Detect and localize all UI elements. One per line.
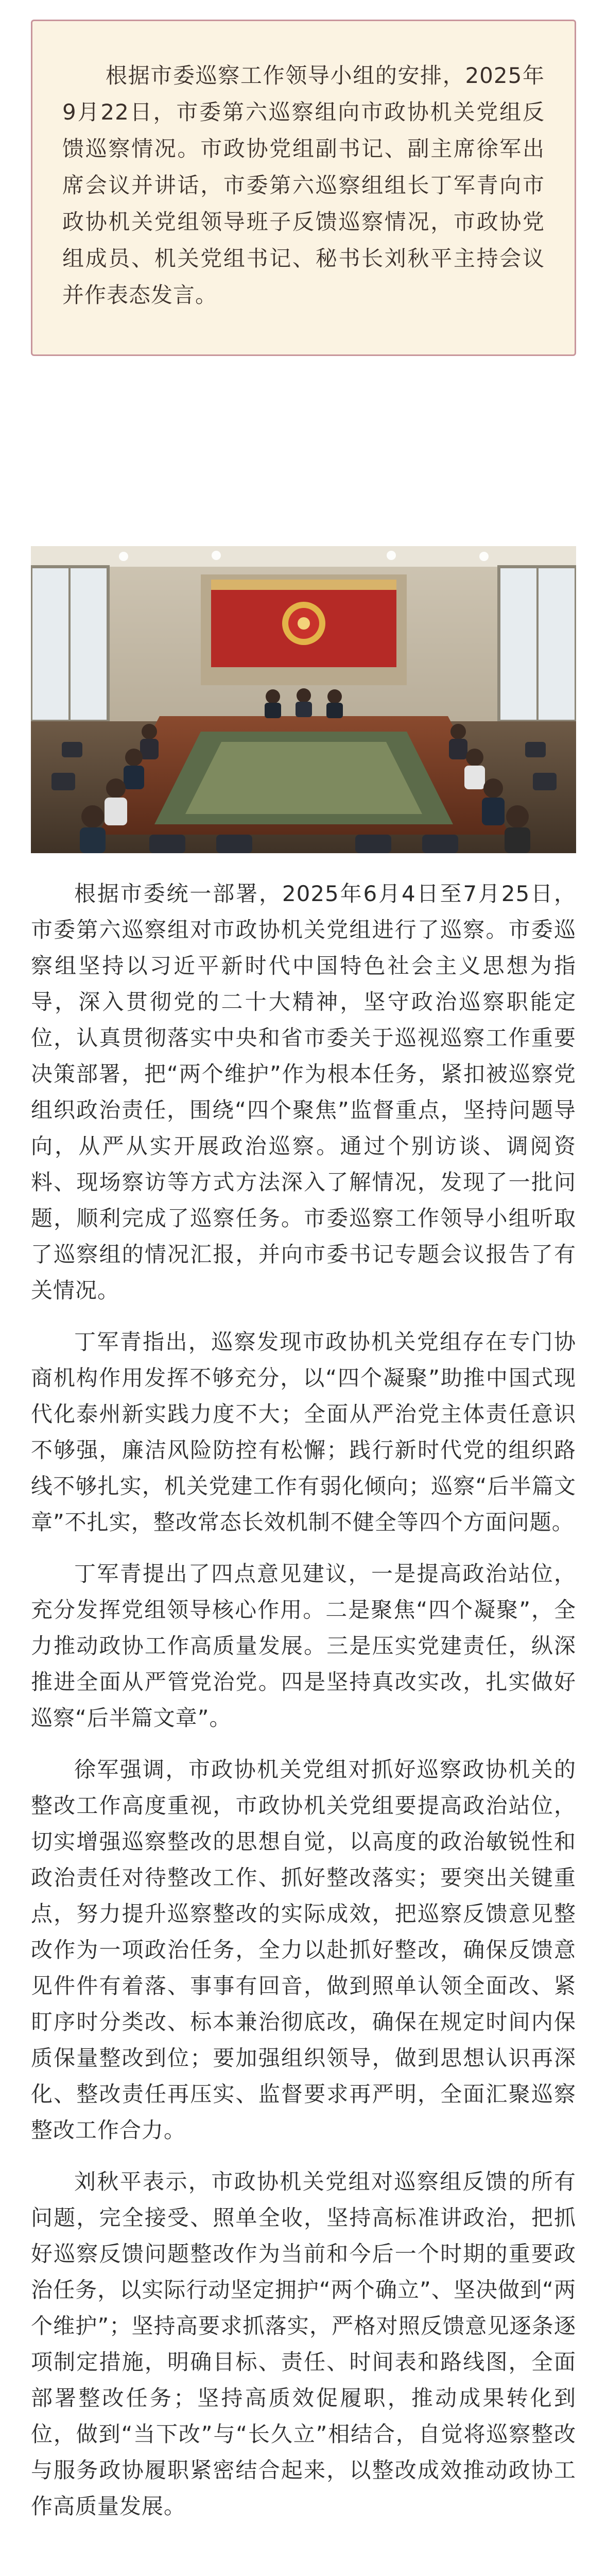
meeting-photo-illustration xyxy=(31,546,576,853)
intro-summary-box xyxy=(31,20,576,356)
body-paragraph-3: 丁军青提出了四点意见建议，一是提高政治站位，充分发挥党组领导核心作用。二是聚焦“四个凝聚”，全力推动政协工作高质量发展。三是压实党建责任，纵深推进全面从严管党治党。四是坚持真改实改，扎实做好巡察“后半篇文章”。 xyxy=(31,1561,576,1731)
body-paragraph-1: 根据市委统一部署，2025年6月4日至7月25日，市委第六巡察组对市政协机关党组进行了巡察。市委巡察组坚持以习近平新时代中国特色社会主义思想为指导，深入贯彻党的二十大精神，坚守政治巡察职能定位，认真贯彻落实中央和省市委关于巡视巡察工作重要决策部署，把“两个维护”作为根本任务，紧扣被巡察党组织政治责任，围绕“四个聚焦”监督重点，坚持问题导向，从严从实开展政治巡察。通过个别访谈、调阅资料、现场察访等方式方法深入了解情况，发现了一批问题，顺利完成了巡察任务。市委巡察工作领导小组听取了巡察组的情况汇报，并向市委书记专题会议报告了有关情况。 xyxy=(31,881,576,1303)
meeting-photo xyxy=(31,546,576,853)
article-body xyxy=(31,876,576,2540)
body-paragraph-2: 丁军青指出，巡察发现市政协机关党组存在专门协商机构作用发挥不够充分，以“四个凝聚”助推中国式现代化泰州新实践力度不大；全面从严治党主体责任意识不够强，廉洁风险防控有松懈；践行新时代党的组织路线不够扎实，机关党建工作有弱化倾向；巡察“后半篇文章”不扎实，整改常态长效机制不健全等四个方面问题。 xyxy=(31,1329,576,1535)
intro-summary-text: 根据市委巡察工作领导小组的安排，2025年9月22日，市委第六巡察组向市政协机关党组反馈巡察情况。市政协党组副书记、副主席徐军出席会议并讲话，市委第六巡察组组长丁军青向市政协机关党组领导班子反馈巡察情况，市政协党组成员、机关党组书记、秘书长刘秋平主持会议并作表态发言。 xyxy=(62,63,545,308)
body-paragraph-4: 徐军强调，市政协机关党组对抓好巡察政协机关的整改工作高度重视，市政协机关党组要提高政治站位，切实增强巡察整改的思想自觉，以高度的政治敏锐性和政治责任对待整改工作、抓好整改落实；要突出关键重点，努力提升巡察整改的实际成效，把巡察反馈意见整改作为一项政治任务，全力以赴抓好整改，确保反馈意见件件有着落、事事有回音，做到照单认领全面改、紧盯序时分类改、标本兼治彻底改，确保在规定时间内保质保量整改到位；要加强组织领导，做到思想认识再深化、整改责任再压实、监督要求再严明，全面汇聚巡察整改工作合力。 xyxy=(31,1757,576,2143)
body-paragraph-5: 刘秋平表示，市政协机关党组对巡察组反馈的所有问题，完全接受、照单全收，坚持高标准讲政治，把抓好巡察反馈问题整改作为当前和今后一个时期的重要政治任务，以实际行动坚定拥护“两个确立”、坚决做到“两个维护”；坚持高要求抓落实，严格对照反馈意见逐条逐项制定措施，明确目标、责任、时间表和路线图，全面部署整改任务；坚持高质效促履职，推动成果转化到位，做到“当下改”与“长久立”相结合，自觉将巡察整改与服务政协履职紧密结合起来，以整改成效推动政协工作高质量发展。 xyxy=(31,2169,576,2519)
